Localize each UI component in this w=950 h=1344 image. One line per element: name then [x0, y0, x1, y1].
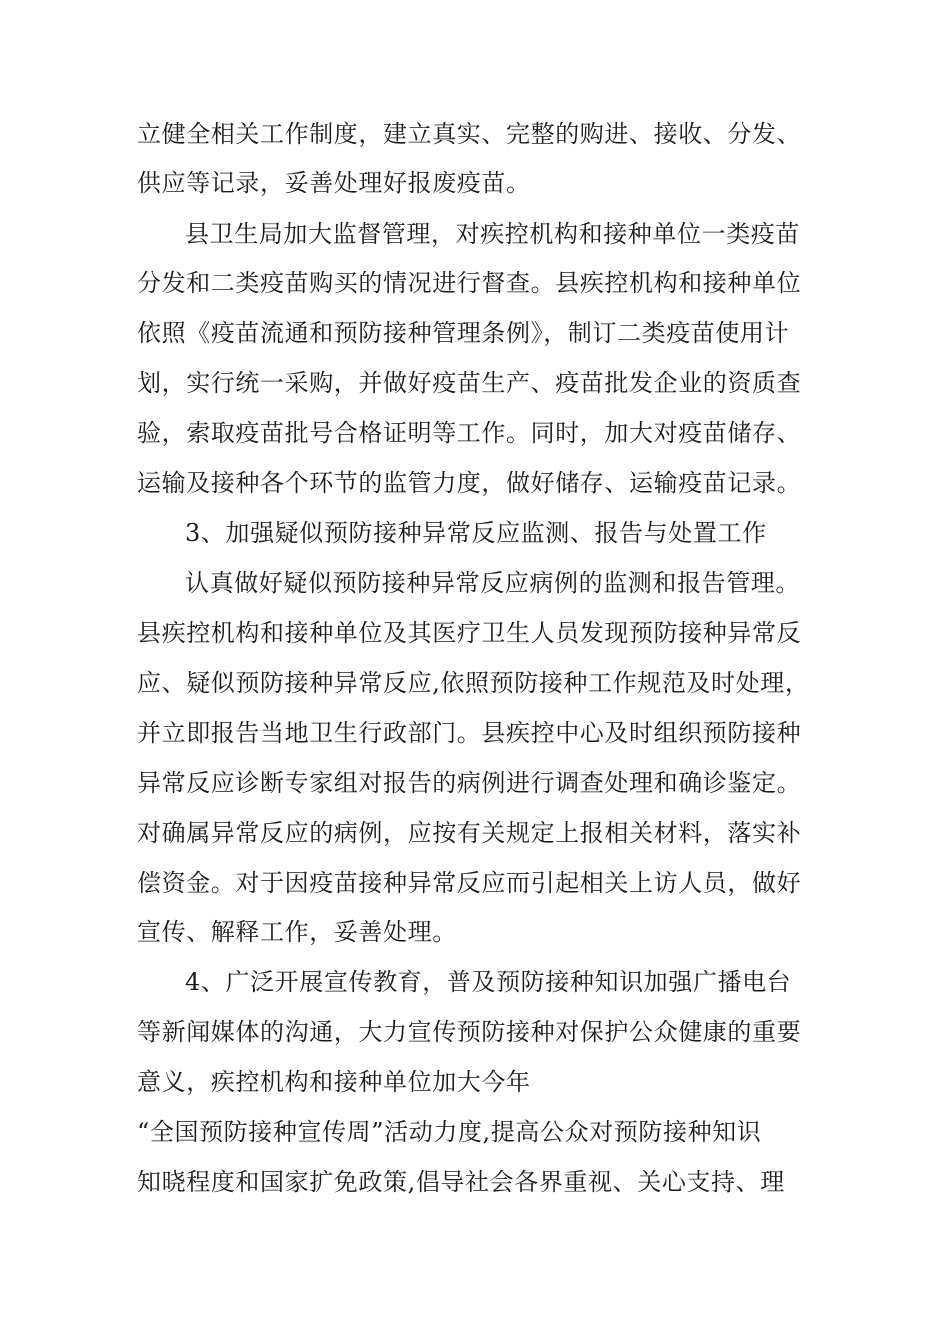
text-line-13: 并立即报告当地卫生行政部门。县疾控中心及时组织预防接种 — [137, 719, 802, 747]
text-line-6: 划，实行统一采购，并做好疫苗生产、疫苗批发企业的资质查 — [137, 369, 802, 397]
text-line-3: 县卫生局加大监督管理，对疾控机构和接种单位一类疫苗 — [185, 220, 800, 248]
text-line-5: 依照《疫苗流通和预防接种管理条例》，制订二类疫苗使用计 — [137, 319, 790, 347]
text-line-12: 应、疑似预防接种异常反应,依照预防接种工作规范及时处理， — [137, 669, 810, 697]
text-line-15: 对确属异常反应的病例，应按有关规定上报相关材料，落实补 — [137, 819, 802, 847]
text-line-11: 县疾控机构和接种单位及其医疗卫生人员发现预防接种异常反 — [137, 619, 802, 647]
text-line-20: 意义，疾控机构和接种单位加大今年 — [137, 1068, 531, 1096]
text-line-1: 立健全相关工作制度，建立真实、完整的购进、接收、分发、 — [137, 120, 802, 148]
text-line-4: 分发和二类疫苗购买的情况进行督查。县疾控机构和接种单位 — [137, 269, 802, 297]
text-line-16: 偿资金。对于因疫苗接种异常反应而引起相关上访人员，做好 — [137, 869, 802, 897]
text-line-8: 运输及接种各个环节的监管力度，做好储存、运输疫苗记录。 — [137, 469, 802, 497]
section-heading-4: 4、广泛开展宣传教育，普及预防接种知识加强广播电台 — [185, 968, 792, 996]
text-line-14: 异常反应诊断专家组对报告的病例进行调查处理和确诊鉴定。 — [137, 769, 802, 797]
section-heading-3: 3、加强疑似预防接种异常反应监测、报告与处置工作 — [185, 519, 767, 547]
text-line-7: 验，索取疫苗批号合格证明等工作。同时，加大对疫苗储存、 — [137, 419, 802, 447]
text-line-17: 宣传、解释工作，妥善处理。 — [137, 918, 457, 946]
text-line-10: 认真做好疑似预防接种异常反应病例的监测和报告管理。 — [185, 569, 800, 597]
text-line-2: 供应等记录，妥善处理好报废疫苗。 — [137, 169, 531, 197]
text-line-19: 等新闻媒体的沟通，大力宣传预防接种对保护公众健康的重要 — [137, 1018, 802, 1046]
text-line-22: 知晓程度和国家扩免政策,倡导社会各界重视、关心支持、理 — [137, 1168, 785, 1196]
text-line-21: “全国预防接种宣传周”活动力度,提高公众对预防接种知识 — [137, 1118, 762, 1146]
